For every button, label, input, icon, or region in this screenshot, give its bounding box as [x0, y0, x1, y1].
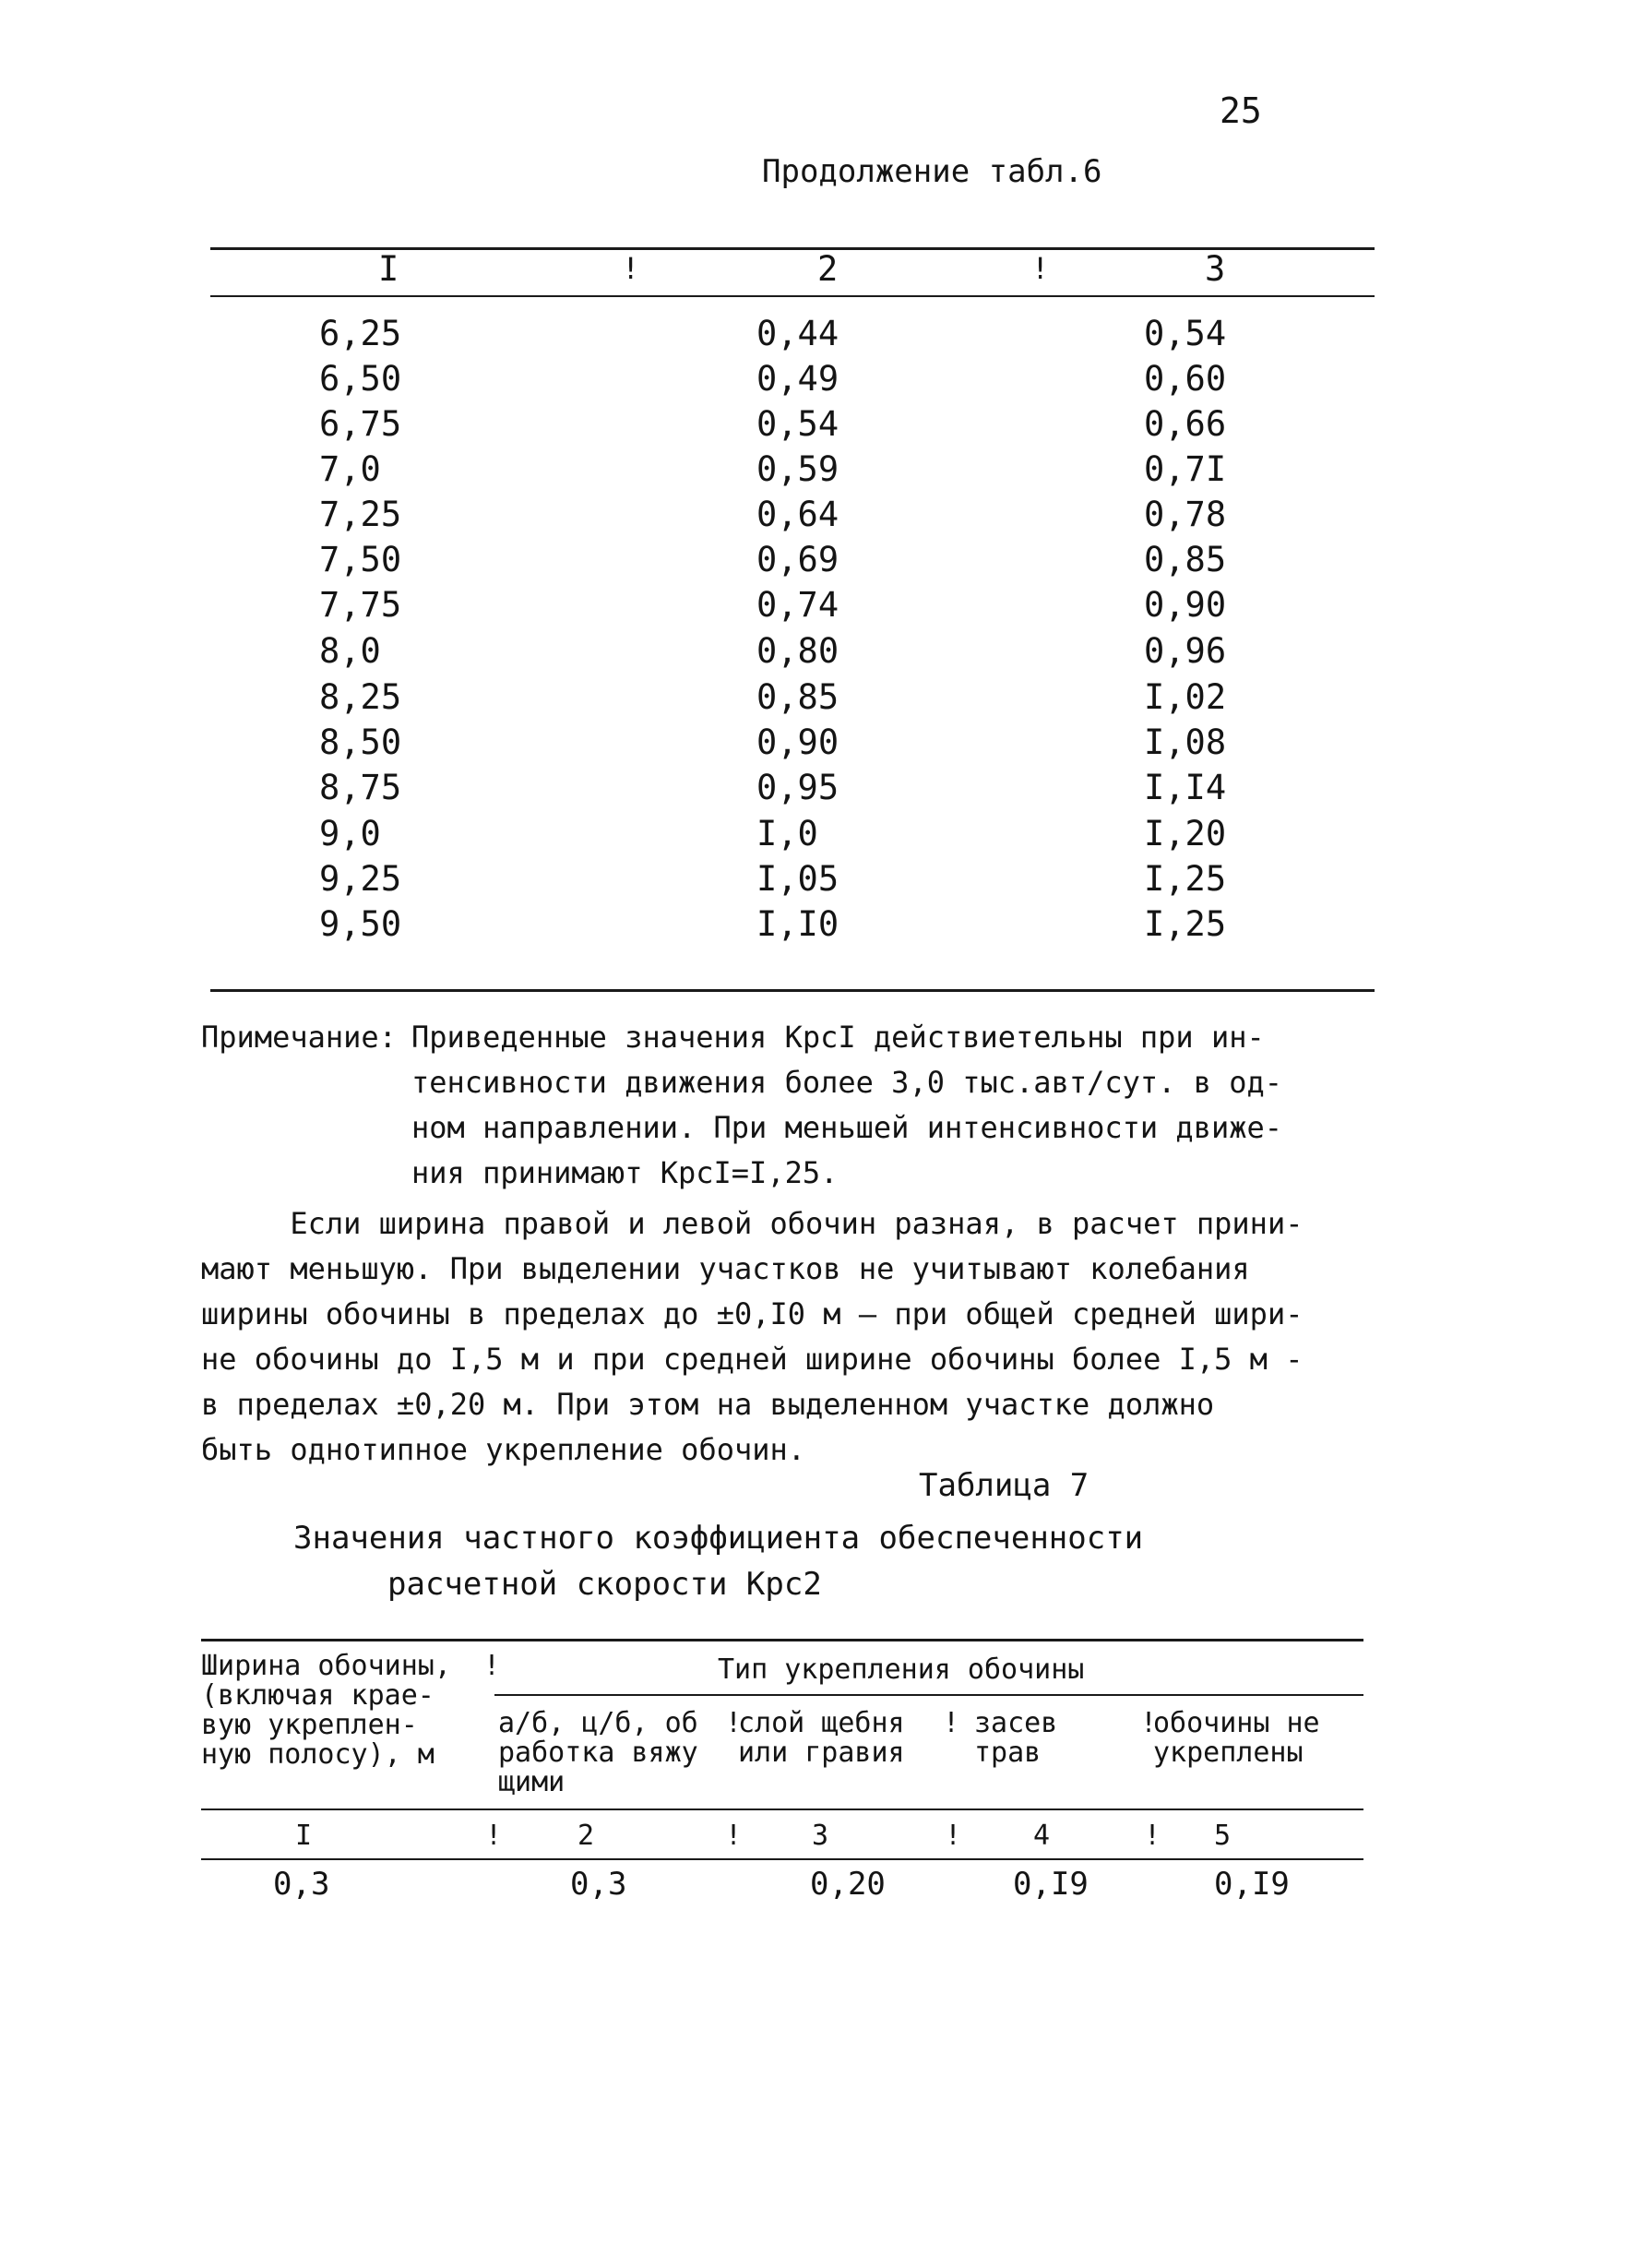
table-row: 7,25 0,64 0,78 — [319, 495, 1227, 534]
table-row: 7,0 0,59 0,7I — [319, 449, 1227, 489]
table7-separator: ! — [725, 1707, 743, 1739]
table-row: 7,75 0,74 0,90 — [319, 585, 1227, 625]
table7-colnum-2: 2 — [577, 1820, 595, 1852]
table-row: 6,50 0,49 0,60 — [319, 359, 1227, 399]
table7-separator: ! — [483, 1650, 501, 1682]
table7-colnum-4: 4 — [1033, 1820, 1051, 1852]
note-line: ния принимают КрсI=I,25. — [411, 1155, 839, 1190]
table-row: 9,0 I,0 I,20 — [319, 814, 1227, 853]
table-row: 8,75 0,95 I,I4 — [319, 768, 1227, 807]
table7-separator: ! — [485, 1820, 503, 1852]
table7-separator: ! — [943, 1707, 960, 1739]
table7-separator: ! — [945, 1820, 962, 1852]
table-row: 8,0 0,80 0,96 — [319, 631, 1227, 671]
paragraph-line: ширины обочины в пределах до ±0,I0 м – при общей средней шири- — [201, 1296, 1304, 1331]
table-row: 9,50 I,I0 I,25 — [319, 904, 1227, 944]
paragraph-line: быть однотипное укрепление обочин. — [201, 1432, 806, 1467]
table7-header-rule — [201, 1808, 1363, 1810]
table7-cell: 0,I9 — [1013, 1866, 1089, 1903]
table-row: 6,25 0,44 0,54 — [319, 314, 1227, 353]
table7-header-col1: Ширина обочины, (включая крае- вую укреплен- ную полосу), м — [201, 1650, 451, 1771]
table-row: 7,50 0,69 0,85 — [319, 540, 1227, 579]
table7-cell: 0,3 — [570, 1866, 627, 1903]
table-row: 9,25 I,05 I,25 — [319, 859, 1227, 899]
table7-top-rule — [201, 1639, 1363, 1641]
note-line: Приведенные значения КрсI действиетельны при ин- — [411, 1020, 1265, 1055]
table7-group-rule — [494, 1694, 1363, 1696]
paragraph-line: в пределах ±0,20 м. При этом на выделенном участке должно — [201, 1387, 1215, 1422]
table6-separator: ! — [622, 251, 640, 286]
table7-separator: ! — [725, 1820, 743, 1852]
table7-colnum-1: I — [295, 1820, 313, 1852]
table7-subheader-1: а/б, ц/б, об работка вяжу щими — [498, 1707, 698, 1798]
note-label: Примечание: — [201, 1020, 397, 1055]
note-line: ном направлении. При меньшей интенсивности движе- — [411, 1110, 1283, 1145]
continuation-title: Продолжение табл.6 — [762, 153, 1102, 190]
table7-label: Таблица 7 — [919, 1467, 1089, 1504]
note-line: тенсивности движения более 3,0 тыс.авт/сут. в од- — [411, 1065, 1283, 1100]
page-number: 25 — [1220, 90, 1262, 131]
table7-cell: 0,20 — [810, 1866, 886, 1903]
table7-cell: 0,I9 — [1214, 1866, 1290, 1903]
table7-subheader-3: засев трав — [974, 1707, 1058, 1769]
table6-colnum-2: 2 — [817, 249, 839, 289]
paragraph-line: мают меньшую. При выделении участков не учитывают колебания — [201, 1251, 1250, 1286]
table6-colnum-3: 3 — [1205, 249, 1226, 289]
table-row: 6,75 0,54 0,66 — [319, 404, 1227, 444]
table7-separator: ! — [1144, 1820, 1161, 1852]
table7-subheader-2: слой щебня или гравия — [738, 1707, 905, 1769]
table-row: 8,50 0,90 I,08 — [319, 722, 1227, 762]
table7-cell: 0,3 — [273, 1866, 330, 1903]
table7-group-header: Тип укрепления обочины — [718, 1653, 1085, 1686]
table7-colnum-5: 5 — [1214, 1820, 1232, 1852]
paragraph-line: Если ширина правой и левой обочин разная, в расчет прини- — [201, 1206, 1304, 1241]
table7-title-line1: Значения частного коэффициента обеспеченности — [293, 1520, 1144, 1557]
table6-separator: ! — [1031, 251, 1050, 286]
table7-separator: ! — [1140, 1707, 1158, 1739]
table7-numbers-rule — [201, 1858, 1363, 1860]
table6-colnum-1: I — [378, 249, 399, 289]
table7-colnum-3: 3 — [812, 1820, 829, 1852]
table7-subheader-4: обочины не укреплены — [1153, 1707, 1320, 1769]
table7-title-line2: расчетной скорости Крс2 — [387, 1566, 822, 1603]
paragraph-line: не обочины до I,5 м и при средней ширине обочины более I,5 м - — [201, 1342, 1304, 1377]
table-row: 8,25 0,85 I,02 — [319, 677, 1227, 717]
